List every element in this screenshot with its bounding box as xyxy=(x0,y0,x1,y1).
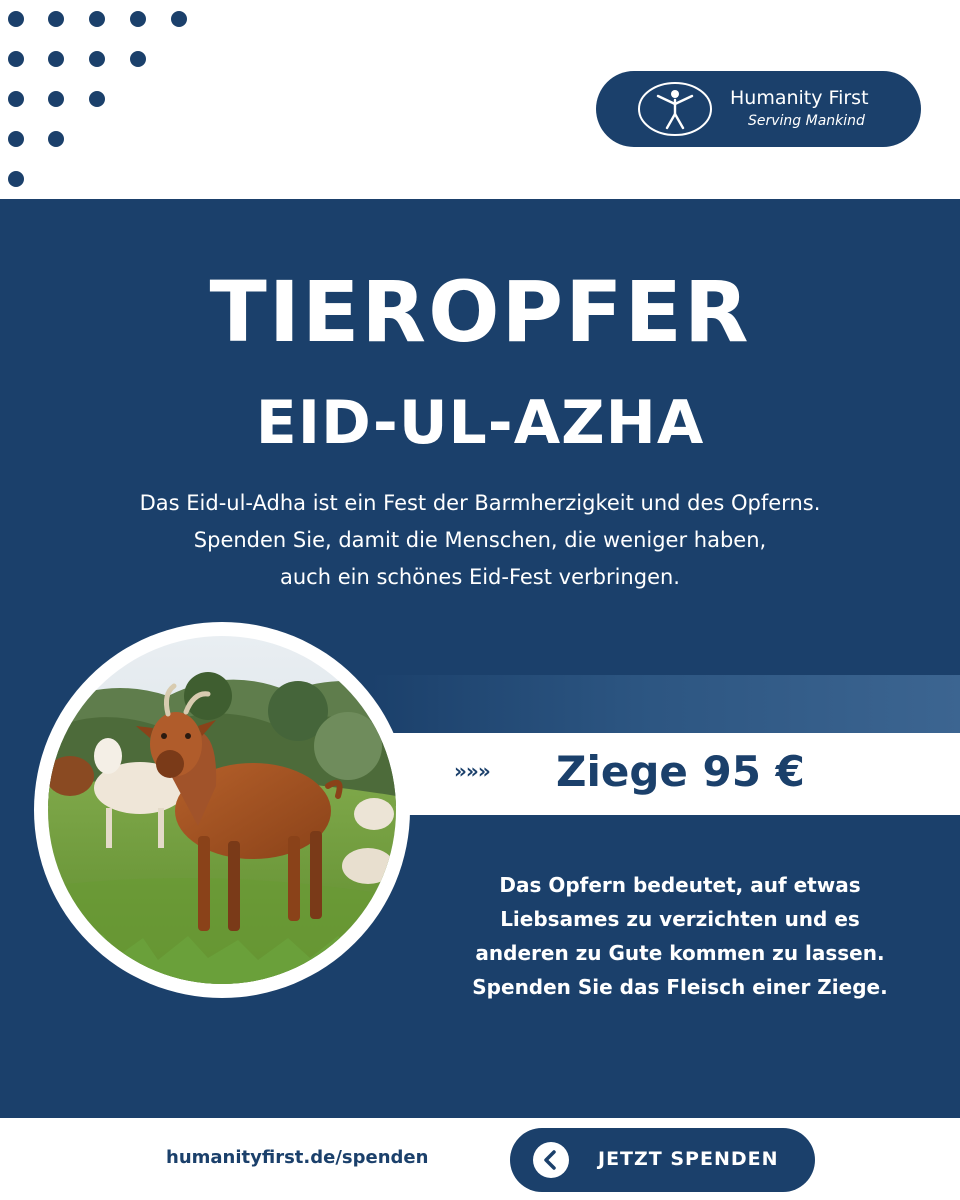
intro-text xyxy=(60,485,900,596)
dot xyxy=(8,11,24,27)
photo-frame xyxy=(34,622,410,998)
donation-url-link[interactable]: humanityfirst.de/spenden xyxy=(166,1147,429,1168)
dot xyxy=(8,131,24,147)
page-title: TIEROPFER xyxy=(209,263,751,361)
intro-line: auch ein schönes Eid-Fest verbringen. xyxy=(280,565,680,589)
dot xyxy=(48,91,64,107)
description-line: anderen zu Gute kommen zu lassen. xyxy=(475,941,885,965)
description-line: Spenden Sie das Fleisch einer Ziege. xyxy=(472,975,888,999)
page-subtitle: EID-UL-AZHA xyxy=(255,388,705,458)
dot xyxy=(89,51,105,67)
dot xyxy=(130,11,146,27)
dot xyxy=(48,131,64,147)
dot xyxy=(171,11,187,27)
brand-name: Humanity First xyxy=(730,87,869,109)
chevron-left-icon xyxy=(533,1142,569,1178)
arrows-icon: »»» xyxy=(454,759,490,783)
brand-logo xyxy=(596,71,921,147)
dot xyxy=(48,11,64,27)
price-label: Ziege 95 € xyxy=(556,747,805,796)
goat-photo xyxy=(48,636,396,984)
dot xyxy=(89,91,105,107)
decorative-gradient-band xyxy=(370,675,960,733)
description-text xyxy=(430,868,930,1004)
dot xyxy=(89,11,105,27)
person-in-circle-icon xyxy=(636,80,714,138)
dot xyxy=(8,91,24,107)
price-bar xyxy=(370,733,960,815)
dot xyxy=(8,171,24,187)
description-line: Das Opfern bedeutet, auf etwas xyxy=(499,873,861,897)
description-line: Liebsames zu verzichten und es xyxy=(500,907,860,931)
dot xyxy=(48,51,64,67)
dot xyxy=(8,51,24,67)
dot xyxy=(130,51,146,67)
donate-now-label: JETZT SPENDEN xyxy=(598,1148,779,1170)
brand-tagline: Serving Mankind xyxy=(748,113,865,129)
intro-line: Spenden Sie, damit die Menschen, die weniger haben, xyxy=(193,528,767,552)
donate-now-button[interactable] xyxy=(510,1128,815,1192)
decorative-dot-grid xyxy=(0,0,200,195)
intro-line: Das Eid-ul-Adha ist ein Fest der Barmherzigkeit und des Opferns. xyxy=(139,491,821,515)
